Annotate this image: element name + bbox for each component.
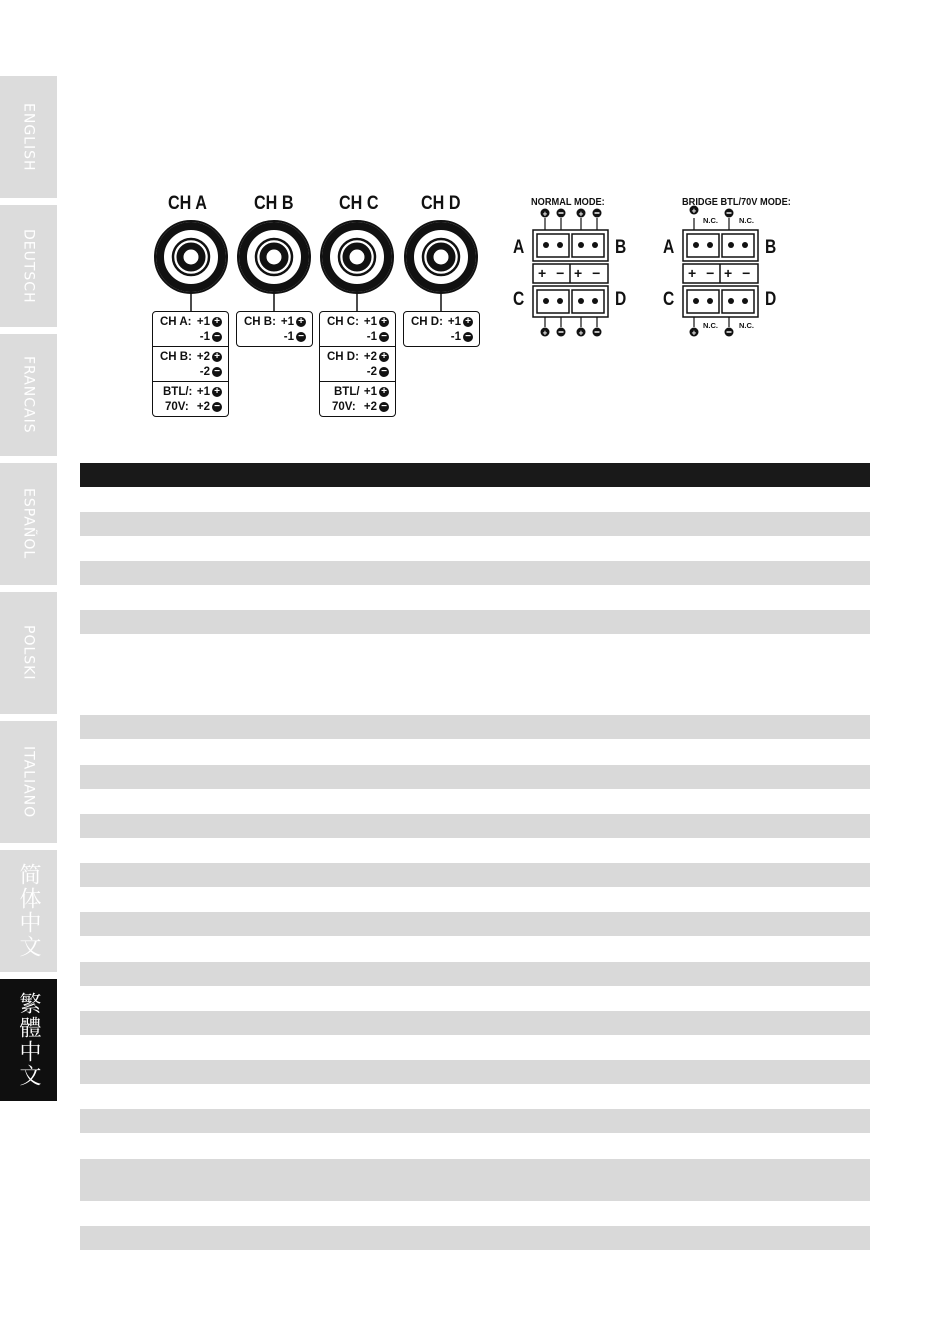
svg-text:+: + [542, 328, 548, 338]
pin-label: BTL/: [163, 385, 193, 398]
minus-icon: − [379, 402, 389, 412]
pin-minus: -1 [199, 330, 210, 343]
table-row [80, 1226, 870, 1250]
tab-label: 简体中文 [16, 863, 41, 959]
plus-icon: + [212, 387, 222, 397]
ch-a-pin-box [152, 311, 229, 417]
minus-icon: − [296, 332, 306, 342]
speakon-connector-icon [155, 221, 227, 312]
pin-label: CH B: [244, 315, 276, 328]
pin-label: CH A: [160, 315, 192, 328]
channel-title: CH A [168, 193, 207, 214]
terminal-letter: A [663, 237, 675, 258]
plus-icon: + [379, 317, 389, 327]
table-row [80, 912, 870, 936]
pin-minus: -1 [366, 330, 377, 343]
table-row [80, 715, 870, 739]
plus-icon: + [212, 352, 222, 362]
terminal-letter: D [765, 289, 777, 310]
pin-minus: -1 [450, 330, 461, 343]
plus-icon: + [379, 352, 389, 362]
svg-text:+: + [691, 206, 697, 216]
pin-row [320, 312, 395, 346]
plus-icon: + [463, 317, 473, 327]
plus-icon: + [296, 317, 306, 327]
pin-minus: +2 [196, 400, 210, 413]
plus-icon: + [212, 317, 222, 327]
pin-plus: +1 [447, 315, 461, 328]
pin-label: BTL/ [334, 385, 360, 398]
table-row [80, 962, 870, 986]
tab-label: FRANCAIS [20, 356, 37, 434]
minus-icon: − [463, 332, 473, 342]
pin-plus: +2 [196, 350, 210, 363]
pin-label: 70V: [165, 400, 189, 413]
pin-label: CH B: [160, 350, 192, 363]
tab-label: ESPAÑOL [20, 488, 37, 560]
tab-espanol[interactable] [0, 463, 57, 585]
table-row [80, 561, 870, 585]
polarity-label: + − [538, 265, 568, 281]
normal-mode-title: NORMAL MODE: [531, 196, 605, 208]
ch-b-pin-box [236, 311, 313, 347]
tab-label: 繁體中文 [16, 992, 41, 1088]
pin-row [153, 381, 228, 416]
pin-plus: +1 [280, 315, 294, 328]
table-header [80, 463, 870, 487]
pin-row [237, 312, 312, 346]
terminal-letter: A [513, 237, 525, 258]
polarity-label: + − [574, 265, 604, 281]
pin-label: CH C: [327, 315, 359, 328]
ch-d-pin-box [403, 311, 480, 347]
table-row [80, 863, 870, 887]
tab-label: ENGLISH [20, 102, 37, 172]
pin-row [153, 312, 228, 346]
svg-text:+: + [691, 328, 697, 338]
pin-label: 70V: [332, 400, 356, 413]
nc-label: N.C. [739, 321, 754, 330]
speakon-connectors [0, 0, 950, 460]
tab-label: ITALIANO [20, 745, 37, 819]
speakon-connector-icon [321, 221, 393, 312]
tab-simplified-chinese[interactable] [0, 850, 57, 972]
tab-polski[interactable] [0, 592, 57, 714]
table-row [80, 610, 870, 634]
terminal-letter: B [615, 237, 627, 258]
plus-icon: + [379, 387, 389, 397]
terminal-letter: C [663, 289, 675, 310]
minus-icon: − [212, 367, 222, 377]
polarity-label: + − [724, 265, 754, 281]
pin-minus: -2 [199, 365, 210, 378]
polarity-label: + − [688, 265, 718, 281]
minus-icon: − [379, 332, 389, 342]
pin-row [320, 346, 395, 381]
svg-text:+: + [578, 328, 584, 338]
connector-diagram [0, 0, 950, 460]
nc-label: N.C. [703, 321, 718, 330]
pin-plus: +2 [363, 350, 377, 363]
table-row [80, 765, 870, 789]
svg-text:+: + [578, 209, 584, 219]
ch-c-pin-box [319, 311, 396, 417]
pin-minus: +2 [363, 400, 377, 413]
pin-label: CH D: [411, 315, 443, 328]
table-row [80, 814, 870, 838]
nc-label: N.C. [739, 216, 754, 225]
tab-italiano[interactable] [0, 721, 57, 843]
terminal-letter: D [615, 289, 627, 310]
table-row [80, 1060, 870, 1084]
pin-row [320, 381, 395, 416]
minus-icon: − [212, 402, 222, 412]
terminal-letter: C [513, 289, 525, 310]
minus-icon: − [212, 332, 222, 342]
pin-minus: -2 [366, 365, 377, 378]
pin-plus: +1 [196, 315, 210, 328]
speakon-connector-icon [405, 221, 477, 312]
tab-label: POLSKI [20, 625, 37, 681]
speakon-connector-icon [238, 221, 310, 312]
table-row [80, 1011, 870, 1035]
pin-row [153, 346, 228, 381]
pin-plus: +1 [363, 385, 377, 398]
table-row [80, 512, 870, 536]
tab-traditional-chinese[interactable] [0, 979, 57, 1101]
nc-label: N.C. [703, 216, 718, 225]
pin-plus: +1 [196, 385, 210, 398]
table-row [80, 1109, 870, 1133]
table-row [80, 1159, 870, 1201]
pin-minus: -1 [283, 330, 294, 343]
pin-row [404, 312, 479, 346]
svg-text:+: + [542, 209, 548, 219]
channel-title: CH D [421, 193, 461, 214]
terminal-letter: B [765, 237, 777, 258]
bridge-mode-title: BRIDGE BTL/70V MODE: [682, 196, 791, 208]
pin-label: CH D: [327, 350, 359, 363]
channel-title: CH C [339, 193, 379, 214]
minus-icon: − [379, 367, 389, 377]
pin-plus: +1 [363, 315, 377, 328]
channel-title: CH B [254, 193, 294, 214]
tab-label: DEUTSCH [20, 228, 37, 304]
